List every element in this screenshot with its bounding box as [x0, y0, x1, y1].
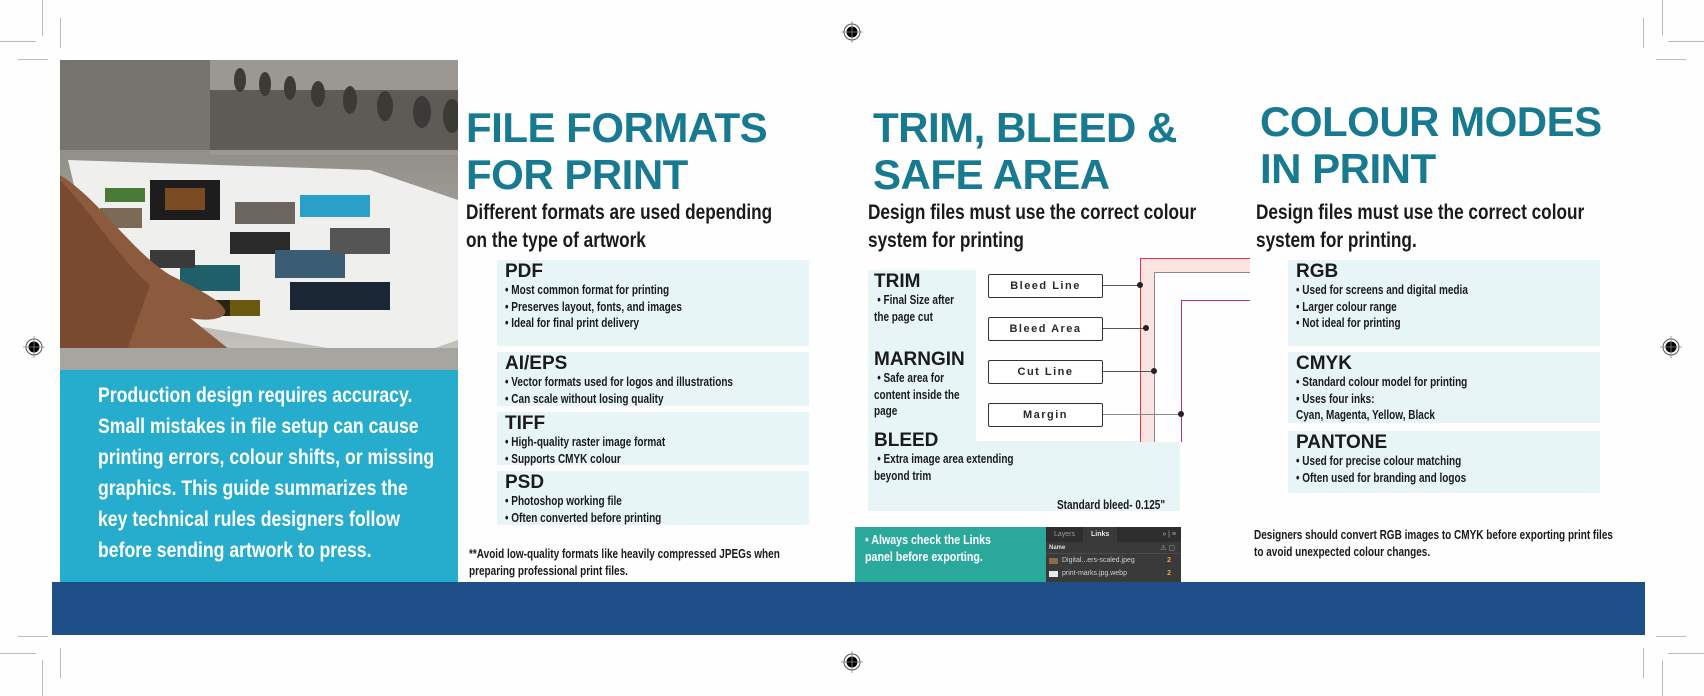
leader-dot: [1137, 282, 1143, 288]
leader-line: [1103, 371, 1154, 372]
leader-line: [1103, 328, 1147, 329]
links-callout: [855, 527, 1047, 582]
file-formats-title: FILE FORMATS FOR PRINT: [466, 104, 768, 198]
diagram-label-cut-line: Cut Line: [988, 360, 1103, 384]
thumbnail-icon: [1049, 558, 1058, 564]
format-card-psd: PSD • Photoshop working file • Often converted before printing: [497, 471, 809, 525]
leader-dot: [1143, 325, 1149, 331]
crop-mark: [42, 660, 43, 696]
format-card-tiff: TIFF • High-quality raster image format • Supports CMYK colour: [497, 412, 809, 465]
trim-definition: TRIM • Final Size after the page cut: [874, 271, 955, 324]
crop-mark: [60, 648, 61, 678]
print-shop-photo: [60, 60, 458, 370]
leader-dot: [1151, 368, 1157, 374]
margin-definition: MARNGIN • Safe area for content inside the page: [874, 349, 965, 418]
crop-mark: [1656, 59, 1686, 60]
links-panel-row[interactable]: Digital...ers-scaled.jpeg 2: [1046, 554, 1181, 567]
file-formats-subtitle: Different formats are used depending on the type of artwork: [466, 201, 773, 252]
thumbnail-icon: [1049, 571, 1058, 577]
colour-modes-title: COLOUR MODES IN PRINT: [1260, 98, 1602, 192]
links-panel-screenshot: [1046, 527, 1181, 582]
links-panel-row[interactable]: print-marks.jpg.webp 2: [1046, 567, 1181, 580]
warning-icon: ⚠ ▢: [1160, 544, 1175, 552]
crop-mark: [1662, 660, 1663, 696]
colour-card-rgb: RGB • Used for screens and digital media • Larger colour range • Not ideal for printing: [1288, 260, 1600, 346]
links-panel-tabs: [1046, 527, 1181, 542]
crop-mark: [60, 18, 61, 48]
colour-card-pantone: PANTONE • Used for precise colour matching • Often used for branding and logos: [1288, 431, 1600, 493]
registration-mark-icon: [1660, 336, 1682, 358]
panel-menu-icon[interactable]: » | ≡: [1162, 531, 1176, 538]
photo-illustration: [60, 60, 458, 370]
footer-band: [52, 582, 1645, 635]
crop-mark: [18, 59, 48, 60]
diagram-label-margin: Margin: [988, 403, 1103, 427]
bleed-definition: BLEED • Extra image area extending beyond trim: [874, 430, 1014, 483]
links-panel-header: Name ⚠ ▢: [1046, 542, 1181, 554]
standard-bleed-label: Standard bleed- 0.125": [1057, 498, 1166, 512]
leader-line: [1103, 285, 1141, 286]
trim-bleed-subtitle: Design files must use the correct colour system for printing: [868, 201, 1197, 252]
crop-mark: [1643, 18, 1644, 48]
registration-mark-icon: [23, 336, 45, 358]
intro-text: Production design requires accuracy. Small mistakes in file setup can cause printing errors, colour shifts, or missing graphics. This guide summarizes the key technical rules designers follow before sending artwork to press.: [98, 384, 435, 562]
registration-mark-icon: [841, 651, 863, 673]
intro-panel: [60, 370, 458, 582]
file-formats-note: **Avoid low-quality formats like heavily compressed JPEGs when preparing professional print files.: [469, 547, 780, 578]
margin-line: [1181, 300, 1250, 442]
registration-mark-icon: [841, 21, 863, 43]
format-card-pdf: PDF • Most common format for printing • Preserves layout, fonts, and images • Ideal for final print delivery: [497, 260, 809, 346]
format-card-ai-eps: AI/EPS • Vector formats used for logos and illustrations • Can scale without losing quality: [497, 352, 809, 406]
crop-mark: [42, 0, 43, 36]
trim-bleed-title: TRIM, BLEED & SAFE AREA: [873, 104, 1177, 198]
colour-card-cmyk: CMYK • Standard colour model for printing • Uses four inks: Cyan, Magenta, Yellow, Black: [1288, 352, 1600, 423]
crop-mark: [0, 41, 36, 42]
colour-modes-note: Designers should convert RGB images to CMYK before exporting print files to avoid unexpected colour changes.: [1254, 528, 1613, 559]
crop-mark: [1662, 0, 1663, 36]
tab-links[interactable]: Links: [1083, 527, 1117, 542]
crop-mark: [1668, 653, 1704, 654]
links-callout-text: • Always check the Links panel before exporting.: [865, 532, 991, 564]
colour-modes-subtitle: Design files must use the correct colour system for printing.: [1256, 201, 1585, 252]
crop-mark: [1643, 648, 1644, 678]
diagram-label-bleed-line: Bleed Line: [988, 274, 1103, 298]
tab-layers[interactable]: Layers: [1054, 531, 1076, 538]
diagram-label-bleed-area: Bleed Area: [988, 317, 1103, 341]
crop-mark: [0, 653, 36, 654]
leader-dot: [1178, 411, 1184, 417]
crop-mark: [1668, 41, 1704, 42]
crop-mark: [1656, 636, 1686, 637]
leader-line: [1103, 414, 1181, 415]
crop-mark: [18, 636, 48, 637]
